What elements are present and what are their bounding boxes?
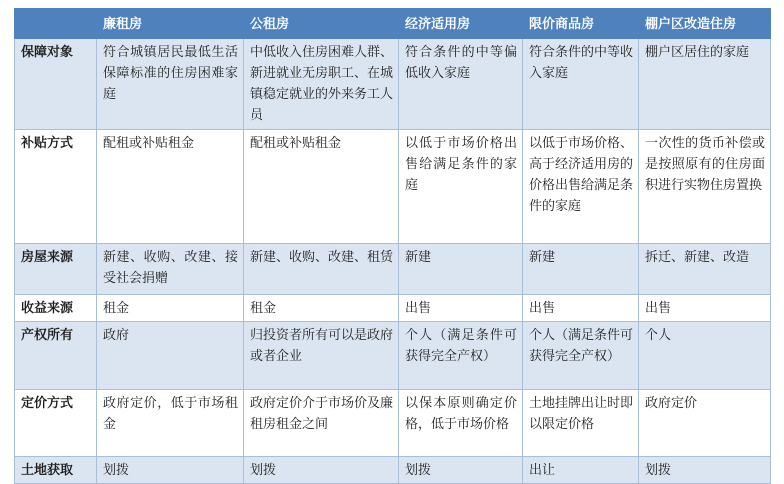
header-corner <box>15 9 97 39</box>
table-cell: 符合条件的中等收入家庭 <box>523 39 639 130</box>
table-cell: 新建、收购、改建、接受社会捐赠 <box>97 244 244 295</box>
table-cell: 政府定价介于市场价及廉租房租金之间 <box>244 390 399 457</box>
table-cell: 租金 <box>97 295 244 322</box>
header-xianjiashangpinfang: 限价商品房 <box>523 9 639 39</box>
table-row <box>15 130 771 244</box>
table-row <box>15 457 771 484</box>
header-jingjishiyongfang: 经济适用房 <box>399 9 523 39</box>
table-cell: 租金 <box>244 295 399 322</box>
table-cell: 中低收入住房困难人群、新进就业无房职工、在城镇稳定就业的外来务工人员 <box>244 39 399 130</box>
row-label: 产权所有 <box>15 322 97 390</box>
table-cell: 政府 <box>97 322 244 390</box>
table-cell: 出售 <box>639 295 771 322</box>
table-cell: 以保本原则确定价格，低于市场价格 <box>399 390 523 457</box>
table-cell: 出让 <box>523 457 639 484</box>
table-cell: 个人 <box>639 322 771 390</box>
table-cell: 划拨 <box>97 457 244 484</box>
table-row <box>15 244 771 295</box>
row-label: 补贴方式 <box>15 130 97 244</box>
table-cell: 个人（满足条件可获得完全产权） <box>523 322 639 390</box>
header-row <box>15 9 771 39</box>
housing-comparison-table <box>14 8 771 484</box>
table-cell: 一次性的货币补偿或是按照原有的住房面积进行实物住房置换 <box>639 130 771 244</box>
table-cell: 符合条件的中等偏低收入家庭 <box>399 39 523 130</box>
table-row <box>15 322 771 390</box>
table-cell: 政府定价 <box>639 390 771 457</box>
header-lianzufang: 廉租房 <box>97 9 244 39</box>
table-cell: 新建 <box>399 244 523 295</box>
table-cell: 划拨 <box>639 457 771 484</box>
table-cell: 棚户区居住的家庭 <box>639 39 771 130</box>
table-cell: 符合城镇居民最低生活保障标准的住房困难家庭 <box>97 39 244 130</box>
table-cell: 出售 <box>399 295 523 322</box>
table-cell: 划拨 <box>244 457 399 484</box>
table-cell: 土地挂牌出让时即以限定价格 <box>523 390 639 457</box>
table-cell: 个人（满足条件可获得完全产权） <box>399 322 523 390</box>
table-row <box>15 295 771 322</box>
table-cell: 新建 <box>523 244 639 295</box>
row-label: 定价方式 <box>15 390 97 457</box>
table-row <box>15 390 771 457</box>
table-cell: 新建、收购、改建、租赁 <box>244 244 399 295</box>
row-label: 房屋来源 <box>15 244 97 295</box>
table-cell: 配租或补贴租金 <box>244 130 399 244</box>
table-cell: 以低于市场价格出售给满足条件的家庭 <box>399 130 523 244</box>
table-cell: 划拨 <box>399 457 523 484</box>
table-cell: 配租或补贴租金 <box>97 130 244 244</box>
table-cell: 以低于市场价格、高于经济适用房的价格出售给满足条件的家庭 <box>523 130 639 244</box>
table-cell: 拆迁、新建、改造 <box>639 244 771 295</box>
table-cell: 归投资者所有可以是政府或者企业 <box>244 322 399 390</box>
row-label: 收益来源 <box>15 295 97 322</box>
table-cell: 政府定价，低于市场租金 <box>97 390 244 457</box>
header-penghuqu: 棚户区改造住房 <box>639 9 771 39</box>
table-cell: 出售 <box>523 295 639 322</box>
header-gongzufang: 公租房 <box>244 9 399 39</box>
table-row <box>15 39 771 130</box>
row-label: 保障对象 <box>15 39 97 130</box>
row-label: 土地获取 <box>15 457 97 484</box>
